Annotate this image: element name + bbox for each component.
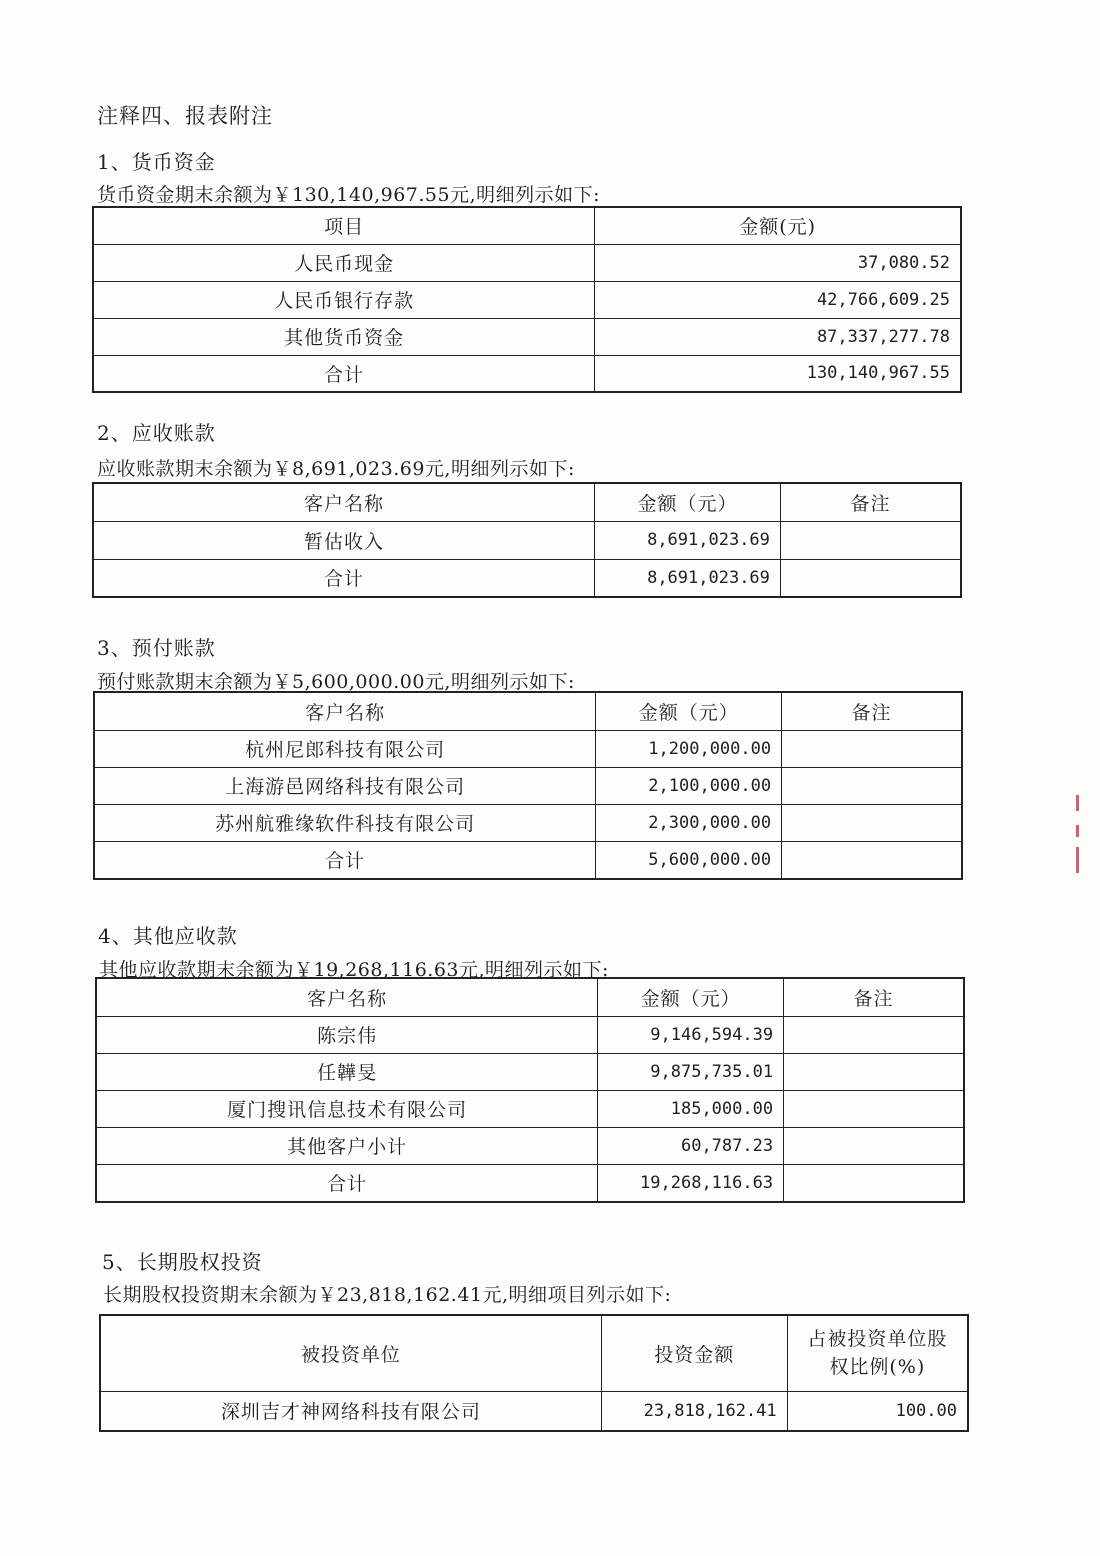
total-row <box>94 841 962 879</box>
section-3-description: 预付账款期末余额为￥5,600,000.00元,明细列示如下: <box>97 671 575 693</box>
customer-cell: 陈宗伟 <box>96 1016 598 1053</box>
column-header: 客户名称 <box>96 978 598 1016</box>
section-3-heading: 3、预付账款 <box>97 636 216 660</box>
table-row <box>93 244 961 281</box>
column-header <box>787 1315 968 1391</box>
table-row <box>94 804 962 841</box>
seal-stamp-fragment <box>1072 795 1084 875</box>
customer-cell: 合计 <box>93 559 595 597</box>
amount-cell: 42,766,609.25 <box>595 281 961 318</box>
total-row <box>93 559 961 597</box>
column-header: 投资金额 <box>601 1315 787 1391</box>
table-row <box>96 1090 964 1127</box>
total-row <box>93 355 961 392</box>
amount-cell: 87,337,277.78 <box>595 318 961 355</box>
receivables-table <box>92 482 962 598</box>
table-header-row <box>96 978 964 1016</box>
customer-cell: 合计 <box>94 841 596 879</box>
amount-cell: 2,100,000.00 <box>596 767 782 804</box>
amount-cell: 2,300,000.00 <box>596 804 782 841</box>
note-cell <box>784 1016 964 1053</box>
column-header: 备注 <box>780 483 961 521</box>
item-cell: 人民币现金 <box>93 244 595 281</box>
column-header-line-1: 占被投资单位股 <box>807 1328 948 1351</box>
section-5-description: 长期股权投资期末余额为￥23,818,162.41元,明细项目列示如下: <box>103 1284 672 1306</box>
column-header: 被投资单位 <box>100 1315 601 1391</box>
table-row <box>96 1053 964 1090</box>
section-1-heading: 1、货币资金 <box>97 150 216 174</box>
table-header-row <box>100 1315 968 1391</box>
table-header-row <box>94 692 962 730</box>
customer-cell: 其他客户小计 <box>96 1127 598 1164</box>
section-4-description: 其他应收款期末余额为￥19,268,116.63元,明细列示如下: <box>99 959 609 981</box>
note-cell <box>784 1127 964 1164</box>
note-cell <box>784 1164 964 1202</box>
amount-cell: 185,000.00 <box>598 1090 784 1127</box>
table-row <box>94 730 962 767</box>
ratio-cell: 100.00 <box>787 1391 968 1431</box>
note-cell <box>782 767 962 804</box>
customer-cell: 厦门搜讯信息技术有限公司 <box>96 1090 598 1127</box>
amount-cell: 23,818,162.41 <box>601 1391 787 1431</box>
section-2-description: 应收账款期末余额为￥8,691,023.69元,明细列示如下: <box>97 458 575 480</box>
prepayments-table <box>93 691 963 880</box>
amount-cell: 19,268,116.63 <box>598 1164 784 1202</box>
section-2-heading: 2、应收账款 <box>97 421 216 445</box>
column-header: 备注 <box>784 978 964 1016</box>
customer-cell: 合计 <box>96 1164 598 1202</box>
amount-cell: 5,600,000.00 <box>596 841 782 879</box>
amount-cell: 60,787.23 <box>598 1127 784 1164</box>
column-header: 金额（元） <box>596 692 782 730</box>
customer-cell: 上海游邑网络科技有限公司 <box>94 767 596 804</box>
equity-investment-table <box>99 1314 969 1432</box>
table-row <box>93 521 961 559</box>
amount-cell: 8,691,023.69 <box>595 559 781 597</box>
page-title: 注释四、报表附注 <box>97 104 273 128</box>
customer-cell: 杭州尼郎科技有限公司 <box>94 730 596 767</box>
amount-cell: 37,080.52 <box>595 244 961 281</box>
table-row <box>93 281 961 318</box>
table-row <box>100 1391 968 1431</box>
section-1-description: 货币资金期末余额为￥130,140,967.55元,明细列示如下: <box>97 184 601 206</box>
customer-cell: 任韡旻 <box>96 1053 598 1090</box>
customer-cell: 暂估收入 <box>93 521 595 559</box>
amount-cell: 130,140,967.55 <box>595 355 961 392</box>
amount-cell: 9,146,594.39 <box>598 1016 784 1053</box>
column-header: 金额（元） <box>598 978 784 1016</box>
table-row <box>96 1127 964 1164</box>
column-header: 金额(元) <box>595 207 961 244</box>
table-header-row <box>93 207 961 244</box>
column-header: 客户名称 <box>93 483 595 521</box>
amount-cell: 9,875,735.01 <box>598 1053 784 1090</box>
table-row <box>94 767 962 804</box>
amount-cell: 8,691,023.69 <box>595 521 781 559</box>
investee-cell: 深圳吉才神网络科技有限公司 <box>100 1391 601 1431</box>
cash-table <box>92 206 962 393</box>
table-header-row <box>93 483 961 521</box>
section-5-heading: 5、长期股权投资 <box>102 1250 263 1274</box>
column-header: 金额（元） <box>595 483 781 521</box>
note-cell <box>780 559 961 597</box>
item-cell: 合计 <box>93 355 595 392</box>
total-row <box>96 1164 964 1202</box>
amount-cell: 1,200,000.00 <box>596 730 782 767</box>
column-header-line-2: 权比例(%) <box>829 1356 926 1379</box>
note-cell <box>782 841 962 879</box>
customer-cell: 苏州航雅缘软件科技有限公司 <box>94 804 596 841</box>
column-header: 项目 <box>93 207 595 244</box>
other-receivables-table <box>95 977 965 1203</box>
item-cell: 其他货币资金 <box>93 318 595 355</box>
note-cell <box>782 804 962 841</box>
note-cell <box>784 1053 964 1090</box>
item-cell: 人民币银行存款 <box>93 281 595 318</box>
table-row <box>96 1016 964 1053</box>
table-row <box>93 318 961 355</box>
column-header: 备注 <box>782 692 962 730</box>
section-4-heading: 4、其他应收款 <box>98 924 238 948</box>
note-cell <box>784 1090 964 1127</box>
column-header: 客户名称 <box>94 692 596 730</box>
note-cell <box>780 521 961 559</box>
note-cell <box>782 730 962 767</box>
